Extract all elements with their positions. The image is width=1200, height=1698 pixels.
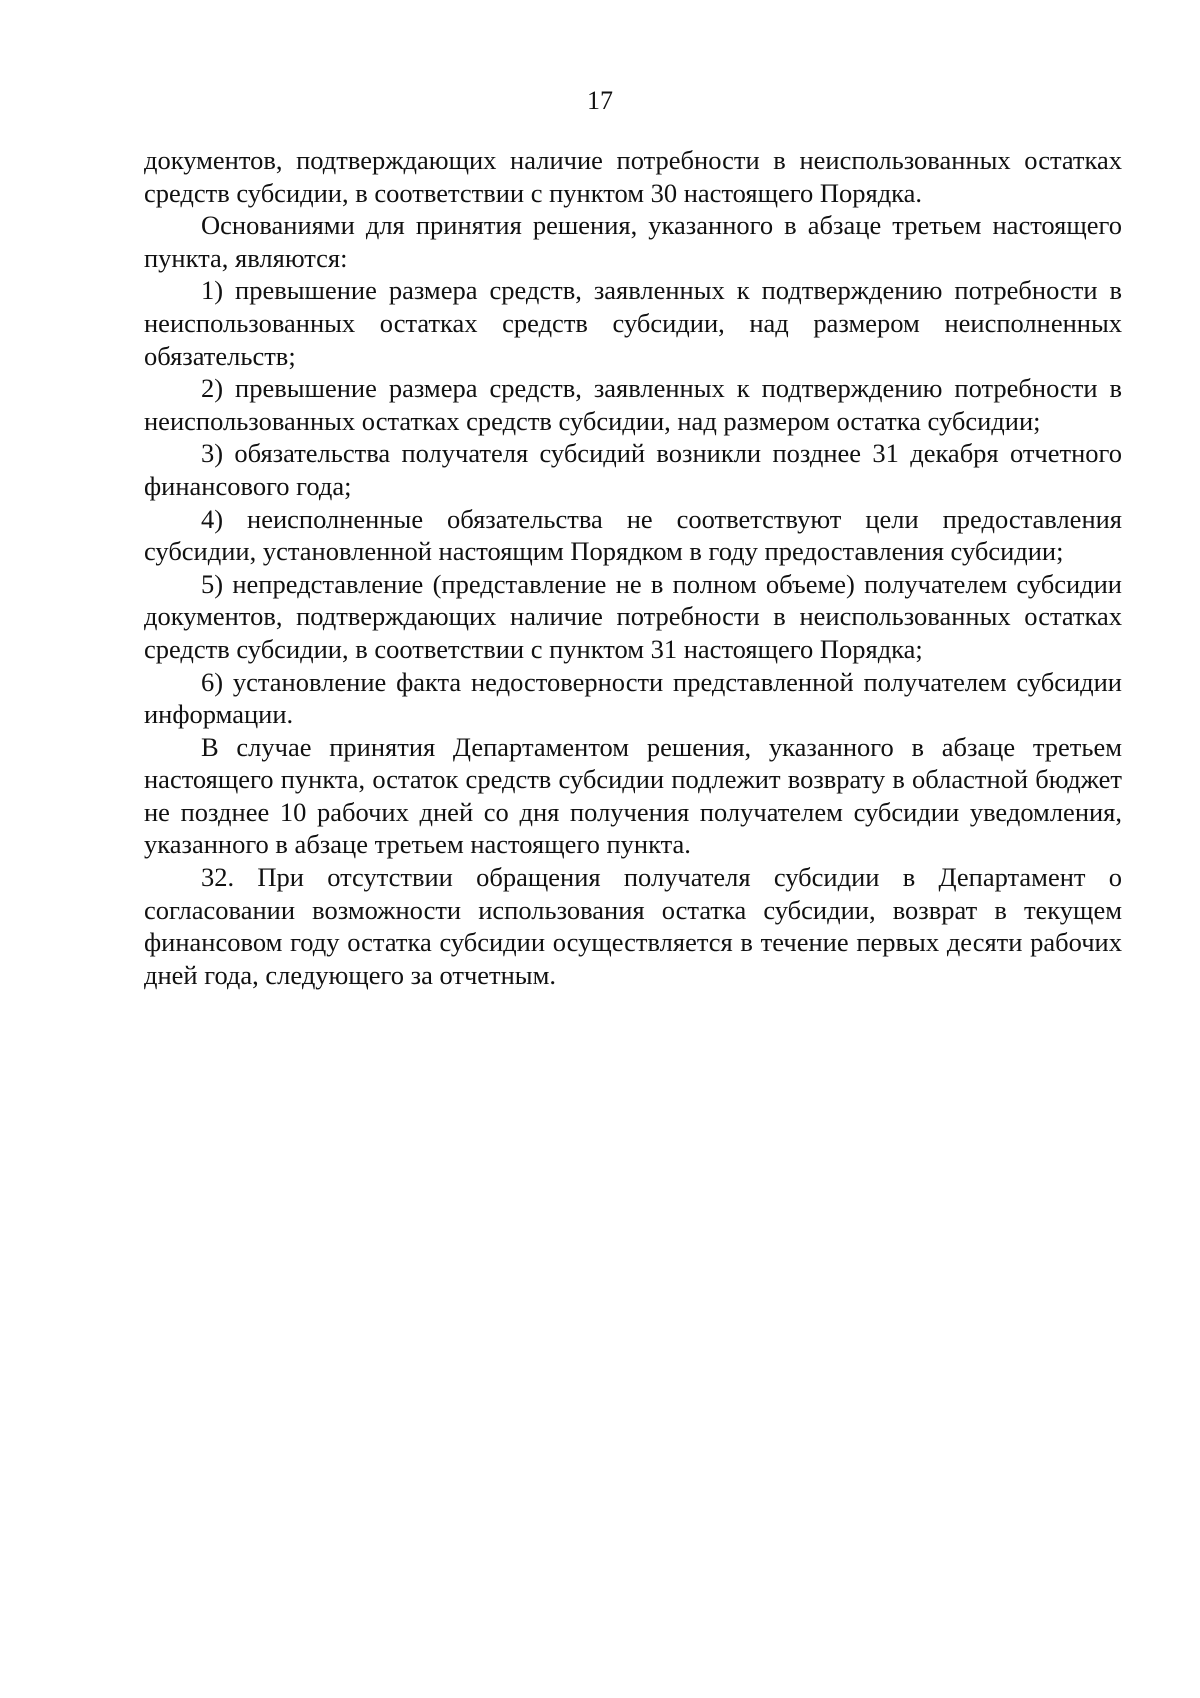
list-item-6: 6) установление факта недостоверности представленной получателем субсидии информации. <box>144 666 1122 730</box>
paragraph-grounds-intro: Основаниями для принятия решения, указанного в абзаце третьем настоящего пункта, являются: <box>144 210 1122 273</box>
list-item-4: 4) неисполненные обязательства не соответствуют цели предоставления субсидии, установленной настоящим Порядком в году предоставления субсидии; <box>144 503 1122 567</box>
list-item-2: 2) превышение размера средств, заявленных к подтверждению потребности в неиспользованных остатках средств субсидии, над размером остатка субсидии; <box>144 373 1122 436</box>
paragraph-continuation: документов, подтверждающих наличие потребности в неиспользованных остатках средств субсидии, в соответствии с пунктом 30 настоящего Порядка. <box>144 145 1122 208</box>
paragraph-refund: В случае принятия Департаментом решения, указанного в абзаце третьем настоящего пункта, остаток средств субсидии подлежит возврату в областной бюджет не позднее 10 рабочих дней со дня получения получателем субсидии уведомления, указанного в абзаце третьем настоящего пункта. <box>144 731 1122 860</box>
page-number: 17 <box>587 86 613 115</box>
list-item-1: 1) превышение размера средств, заявленных к подтверждению потребности в неиспользованных остатках средств субсидии, над размером неисполненных обязательств; <box>144 275 1122 371</box>
document-body <box>144 144 1122 991</box>
list-item-5: 5) непредставление (представление не в полном объеме) получателем субсидии документов, подтверждающих наличие потребности в неиспользованных остатках средств субсидии, в соответствии с пунктом 31 настоящего Порядка; <box>144 568 1122 664</box>
paragraph-clause-32: 32. При отсутствии обращения получателя субсидии в Департамент о согласовании возможности использования остатка субсидии, возврат в текущем финансовом году остатка субсидии осуществляется в течение первых десяти рабочих дней года, следующего за отчетным. <box>144 862 1122 990</box>
list-item-3: 3) обязательства получателя субсидий возникли позднее 31 декабря отчетного финансового года; <box>144 438 1122 501</box>
